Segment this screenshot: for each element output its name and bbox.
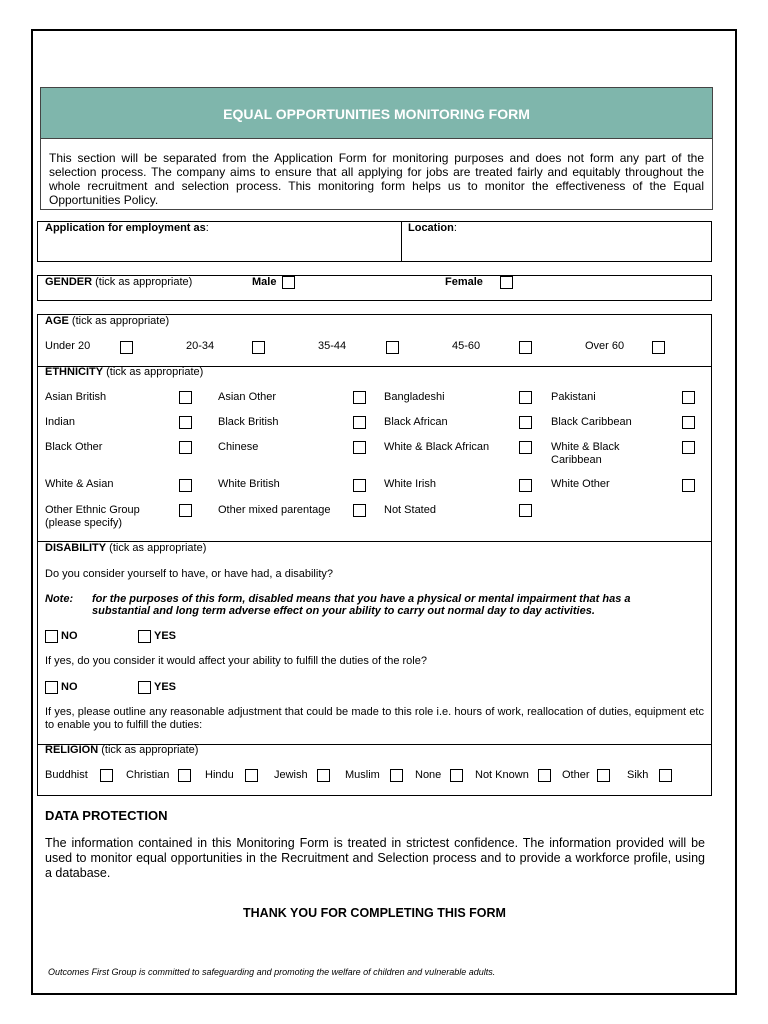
gender-heading: GENDER (tick as appropriate)	[45, 276, 193, 288]
religion-heading: RELIGION (tick as appropriate)	[45, 744, 199, 756]
age-option-label: 45-60	[452, 340, 481, 352]
ethnicity-bangladeshi-checkbox[interactable]	[519, 391, 532, 404]
disability-yes-label: YES	[154, 630, 177, 642]
religion-option-label: Not Known	[475, 769, 529, 781]
ethnicity-option-label: Not Stated	[384, 504, 436, 516]
note-label: Note:	[45, 593, 74, 605]
religion-christian-checkbox[interactable]	[178, 769, 191, 782]
disability-heading: DISABILITY (tick as appropriate)	[45, 542, 207, 554]
religion-buddhist-checkbox[interactable]	[100, 769, 113, 782]
ethnicity-option-label: Chinese	[218, 441, 259, 453]
note-text-line-1: for the purposes of this form, disabled means that you have a physical or mental impairment that has a	[92, 593, 631, 605]
ethnicity-white-asian-checkbox[interactable]	[179, 479, 192, 492]
data-protection-text: The information contained in this Monitoring Form is treated in strictest confidence. The information provided will be used to monitor equal opportunities in the Recruitment and Selection process and to provide a workforce profile, using a database.	[45, 836, 705, 880]
ethnicity-asian-british-checkbox[interactable]	[179, 391, 192, 404]
age-45-60-checkbox[interactable]	[519, 341, 532, 354]
disability-question-2: If yes, do you consider it would affect your ability to fulfill the duties of the role?	[45, 655, 427, 667]
ethnicity-white-irish-checkbox[interactable]	[519, 479, 532, 492]
location-field[interactable]: Location:	[408, 222, 457, 234]
application-for-employment-field[interactable]: Application for employment as:	[45, 222, 209, 234]
religion-option-label: Other	[562, 769, 590, 781]
location-label: Location	[408, 222, 454, 234]
ethnicity-option-label: Black British	[218, 416, 279, 428]
ethnicity-pakistani-checkbox[interactable]	[682, 391, 695, 404]
religion-option-label: Hindu	[205, 769, 234, 781]
religion-sikh-checkbox[interactable]	[659, 769, 672, 782]
ethnicity-option-label: Black Other	[45, 441, 103, 453]
ethnicity-black-african-checkbox[interactable]	[519, 416, 532, 429]
religion-muslim-checkbox[interactable]	[390, 769, 403, 782]
ethnicity-option-label-line2: (please specify)	[45, 517, 123, 529]
ethnicity-option-label: White & Asian	[45, 478, 114, 490]
ethnicity-indian-checkbox[interactable]	[179, 416, 192, 429]
ethnicity-other-mixed-parentage-checkbox[interactable]	[353, 504, 366, 517]
ethnicity-option-label: White Other	[551, 478, 610, 490]
age-option-label: 20-34	[186, 340, 215, 352]
ethnicity-option-label: White & Black African	[384, 441, 490, 453]
ethnicity-option-label: White & Black	[551, 441, 620, 453]
ethnicity-white-british-checkbox[interactable]	[353, 479, 366, 492]
ethnicity-chinese-checkbox[interactable]	[353, 441, 366, 454]
age-option-label: Over 60	[585, 340, 625, 352]
gender-female-checkbox[interactable]	[500, 276, 513, 289]
ethnicity-option-label: Indian	[45, 416, 75, 428]
ethnicity-black-caribbean-checkbox[interactable]	[682, 416, 695, 429]
ethnicity-white-black-african-checkbox[interactable]	[519, 441, 532, 454]
age-over-60-checkbox[interactable]	[652, 341, 665, 354]
data-protection-title: DATA PROTECTION	[45, 808, 168, 823]
religion-option-label: Muslim	[345, 769, 380, 781]
disability-question-1: Do you consider yourself to have, or have had, a disability?	[45, 568, 333, 580]
disability-no-label: NO	[61, 630, 78, 642]
ethnicity-other-ethnic-group-checkbox[interactable]	[179, 504, 192, 517]
age-heading: AGE (tick as appropriate)	[45, 315, 170, 327]
affect-duties-no-checkbox[interactable]	[45, 681, 58, 694]
affect-duties-yes-checkbox[interactable]	[138, 681, 151, 694]
ethnicity-white-other-checkbox[interactable]	[682, 479, 695, 492]
age-option-label: 35-44	[318, 340, 347, 352]
ethnicity-not-stated-checkbox[interactable]	[519, 504, 532, 517]
employment-divider	[401, 221, 402, 262]
affect-duties-yes-label: YES	[154, 681, 177, 693]
gender-female-label: Female	[445, 276, 483, 288]
age-35-44-checkbox[interactable]	[386, 341, 399, 354]
religion-none-checkbox[interactable]	[450, 769, 463, 782]
religion-option-label: Christian	[126, 769, 170, 781]
ethnicity-option-label: Asian British	[45, 391, 107, 403]
ethnicity-option-label: Other Ethnic Group	[45, 504, 140, 516]
religion-other-checkbox[interactable]	[597, 769, 610, 782]
ethnicity-black-other-checkbox[interactable]	[179, 441, 192, 454]
age-under-20-checkbox[interactable]	[120, 341, 133, 354]
note-text-line-2: substantial and long term adverse effect on your ability to carry out normal day to day activities.	[92, 605, 595, 617]
form-header	[40, 87, 713, 139]
affect-duties-no-label: NO	[61, 681, 78, 693]
religion-hindu-checkbox[interactable]	[245, 769, 258, 782]
age-option-label: Under 20	[45, 340, 91, 352]
ethnicity-option-label: Other mixed parentage	[218, 504, 331, 516]
religion-option-label: Jewish	[274, 769, 308, 781]
age-20-34-checkbox[interactable]	[252, 341, 265, 354]
gender-male-label: Male	[252, 276, 277, 288]
religion-not-known-checkbox[interactable]	[538, 769, 551, 782]
intro-text: This section will be separated from the Application Form for monitoring purposes and does not form any part of the selection process. The company aims to ensure that all applying for jobs are treated fairly and equitably throughout the whole recruitment and selection process. This monitoring form helps us to monitor the effectiveness of the Equal Opportunities Policy.	[40, 139, 713, 210]
ethnicity-heading: ETHNICITY (tick as appropriate)	[45, 366, 204, 378]
religion-jewish-checkbox[interactable]	[317, 769, 330, 782]
thank-you-message: THANK YOU FOR COMPLETING THIS FORM	[243, 906, 506, 920]
ethnicity-option-label: Asian Other	[218, 391, 277, 403]
disability-no-checkbox[interactable]	[45, 630, 58, 643]
ethnicity-asian-other-checkbox[interactable]	[353, 391, 366, 404]
ethnicity-option-label: Black African	[384, 416, 448, 428]
ethnicity-option-label-line2: Caribbean	[551, 454, 602, 466]
ethnicity-option-label: Black Caribbean	[551, 416, 632, 428]
ethnicity-option-label: White British	[218, 478, 280, 490]
ethnicity-option-label: Pakistani	[551, 391, 596, 403]
form-title: EQUAL OPPORTUNITIES MONITORING FORM	[223, 106, 530, 122]
safeguarding-footer: Outcomes First Group is committed to safeguarding and promoting the welfare of children and vulnerable adults.	[48, 967, 496, 977]
application-label: Application for employment as	[45, 222, 206, 234]
disability-question-3: If yes, please outline any reasonable adjustment that could be made to this role i.e. hours of work, reallocation of duties, equipment etc to enable you to fulfill the duties:	[45, 706, 704, 731]
ethnicity-option-label: White Irish	[384, 478, 436, 490]
ethnicity-white-black-caribbean-checkbox[interactable]	[682, 441, 695, 454]
religion-option-label: Sikh	[627, 769, 649, 781]
religion-option-label: Buddhist	[45, 769, 88, 781]
ethnicity-option-label: Bangladeshi	[384, 391, 445, 403]
gender-male-checkbox[interactable]	[282, 276, 295, 289]
religion-option-label: None	[415, 769, 442, 781]
disability-yes-checkbox[interactable]	[138, 630, 151, 643]
ethnicity-black-british-checkbox[interactable]	[353, 416, 366, 429]
